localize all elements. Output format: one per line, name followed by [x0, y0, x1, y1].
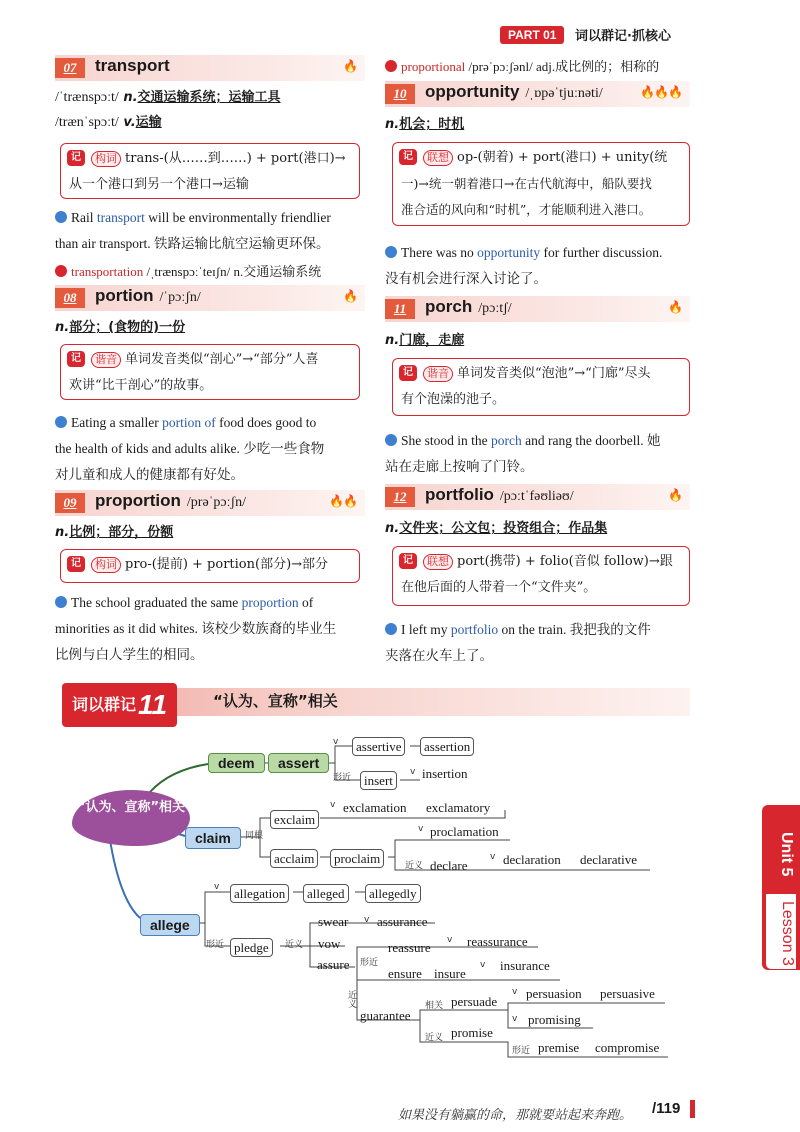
section-badge: 词以群记11 [62, 683, 177, 727]
word-header-08 [55, 285, 365, 311]
word-number: 12 [385, 487, 415, 507]
rel-label: v [410, 767, 416, 777]
example-icon [385, 246, 397, 258]
rel-label: 近义 [285, 940, 304, 950]
node-claim: claim [185, 827, 241, 849]
example: I left my portfolio on the train. 我把我的文件 夹落在火车上了。 [385, 622, 651, 663]
node-assert: assert [268, 753, 329, 773]
memory-box: 记 构词 trans-(从……到……) + port(港口)→ 从一个港口到另一个港口→运输 [60, 143, 360, 199]
node-reassure: reassure [388, 940, 431, 955]
node-exclamation: exclamation [343, 800, 407, 815]
memory-icon: 记 [399, 149, 417, 165]
page-number: /119 [652, 1100, 681, 1117]
flame-icon: 🔥🔥🔥 [640, 85, 682, 99]
node-insert: insert [360, 771, 397, 790]
node-reassurance: reassurance [467, 934, 528, 949]
mindmap-center: “认为、宣称”相关 [72, 790, 190, 846]
header-slogan: 词以群记·抓核心 [575, 29, 671, 44]
definition: n.门廊，走廊 [385, 333, 465, 348]
rel-label: 形近 [206, 940, 225, 950]
word-title: transport [95, 56, 170, 75]
memory-icon: 记 [67, 556, 85, 572]
footer-quote: 如果没有躺赢的命，那就要站起来奔跑。 [398, 1108, 633, 1123]
memory-icon: 记 [399, 365, 417, 381]
memory-icon: 记 [399, 553, 417, 569]
node-persuasion: persuasion [526, 986, 582, 1001]
flame-icon: 🔥 [343, 289, 357, 303]
example-icon [55, 211, 67, 223]
node-assertive: assertive [352, 737, 405, 756]
related-icon [385, 60, 397, 72]
rel-label: v [447, 935, 453, 945]
rel-label: 同根 [245, 831, 264, 841]
definition: n.机会；时机 [385, 117, 465, 132]
page-marker [690, 1100, 695, 1118]
node-assure: assure [317, 957, 350, 972]
flame-icon: 🔥 [668, 300, 682, 314]
related-word: transportation /ˌtrænspɔːˈteɪʃn/ n.交通运输系统 [55, 261, 321, 280]
node-insurance: insurance [500, 958, 550, 973]
node-allege: allege [140, 914, 200, 936]
word-title: portfolio /pɔːtˈfəʊliəʊ/ [425, 485, 574, 504]
node-exclamatory: exclamatory [426, 800, 491, 815]
word-title: portion /ˈpɔːʃn/ [95, 286, 201, 305]
word-header-10 [385, 81, 690, 107]
rel-label: 形近 [512, 1046, 531, 1056]
word-title: porch /pɔːtʃ/ [425, 297, 512, 316]
word-header-07 [55, 55, 365, 81]
box-tag: 联想 [423, 554, 453, 570]
flame-icon: 🔥🔥 [329, 494, 357, 508]
unit-tab [762, 805, 800, 970]
related-icon [55, 265, 67, 277]
rel-label: v [214, 882, 220, 892]
memory-icon: 记 [67, 351, 85, 367]
word-title: proportion /prəˈpɔːʃn/ [95, 491, 247, 510]
related-word: proportional /prəˈpɔːʃənl/ adj.成比例的；相称的 [385, 56, 659, 75]
part-badge: PART 01 [500, 26, 564, 44]
node-assertion: assertion [420, 737, 474, 756]
node-promising: promising [528, 1012, 581, 1027]
definition: n.部分；(食物的)一份 [55, 320, 186, 335]
box-tag: 联想 [423, 150, 453, 166]
definition-1: /ˈtrænspɔːt/ n.交通运输系统；运输工具 [55, 90, 281, 105]
node-deem: deem [208, 753, 265, 773]
example: There was no opportunity for further discussion. 没有机会进行深入讨论了。 [385, 245, 663, 286]
rel-label: 近义 [405, 861, 424, 871]
word-header-11 [385, 296, 690, 322]
word-header-12 [385, 484, 690, 510]
memory-box: 记 构词 pro-(提前) + portion(部分)→部分 [60, 549, 360, 583]
node-allegation: allegation [230, 884, 289, 903]
rel-label: v [418, 824, 424, 834]
word-number: 11 [385, 299, 415, 319]
rel-label: v [480, 960, 486, 970]
rel-label: 形近 [360, 958, 379, 968]
memory-box: 记 谐音 单词发音类似“泡池”→“门廊”尽头 有个泡澡的池子。 [392, 358, 690, 416]
word-title: opportunity /ˌɒpəˈtjuːnəti/ [425, 82, 603, 101]
rel-label: v [512, 1014, 518, 1024]
definition: n.文件夹；公文包；投资组合；作品集 [385, 521, 608, 536]
node-declarative: declarative [580, 852, 638, 867]
node-assurance-1: assurance [377, 914, 428, 929]
node-ensure: ensure [388, 966, 422, 981]
rel-label: v [512, 987, 518, 997]
rel-label: 形近 [333, 773, 352, 783]
box-tag: 谐音 [91, 352, 121, 368]
node-proclaim: proclaim [330, 849, 384, 868]
rel-label: v [490, 852, 496, 862]
rel-label: v [364, 915, 370, 925]
rel-label: 相关 [425, 1001, 444, 1011]
node-premise: premise [538, 1040, 580, 1055]
node-exclaim: exclaim [270, 810, 319, 829]
example: Rail transport will be environmentally friendlier than air transport. 铁路运输比航空运输更环保。 [55, 210, 331, 251]
example-icon [55, 416, 67, 428]
node-persuade: persuade [451, 994, 498, 1009]
definition: n.比例；部分，份额 [55, 525, 174, 540]
rel-label: v [330, 800, 336, 810]
memory-box: 记 联想 op-(朝着) + port(港口) + unity(统 一)→统一朝着港口→在古代航海中，船队要找 准合适的风向和“时机”，才能顺利进入港口。 [392, 142, 690, 226]
memory-box: 记 联想 port(携带) + folio(音似 follow)→跟 在他后面的人带着一个“文件夹”。 [392, 546, 690, 606]
rel-label: 近义 [346, 990, 356, 1008]
box-tag: 构词 [91, 557, 121, 573]
node-acclaim: acclaim [270, 849, 318, 868]
section-title: “认为、宣称”相关 [213, 692, 338, 710]
unit-label: Unit 5 [778, 831, 795, 877]
lesson-label: Lesson 3 [765, 893, 797, 970]
node-vow: vow [318, 936, 341, 951]
node-pledge: pledge [230, 938, 273, 957]
definition-2: /trænˈspɔːt/ v.运输 [55, 115, 162, 130]
memory-box: 记 谐音 单词发音类似“剖心”→“部分”人喜 欢讲“比干剖心”的故事。 [60, 344, 360, 400]
node-alleged: alleged [303, 884, 349, 903]
node-proclamation: proclamation [430, 824, 499, 839]
flame-icon: 🔥 [343, 59, 357, 73]
node-guarantee: guarantee [360, 1008, 411, 1023]
node-promise: promise [451, 1025, 493, 1040]
node-insure: insure [434, 966, 466, 981]
box-tag: 构词 [91, 151, 121, 167]
example: Eating a smaller portion of food does good to the health of kids and adults alike. 少吃一些食物 对儿童和成人的健康都有好处。 [55, 415, 325, 482]
example: The school graduated the same proportion of minorities as it did whites. 该校少数族裔的毕业生 比例与白人学生的相同。 [55, 595, 337, 662]
example-icon [55, 596, 67, 608]
node-compromise: compromise [595, 1040, 660, 1055]
word-number: 07 [55, 58, 85, 78]
box-tag: 谐音 [423, 366, 453, 382]
example-icon [385, 623, 397, 635]
node-swear: swear [318, 914, 349, 929]
example: She stood in the porch and rang the doorbell. 她 站在走廊上按响了门铃。 [385, 433, 661, 474]
node-allegedly: allegedly [365, 884, 421, 903]
word-number: 09 [55, 493, 85, 513]
rel-label: 近义 [425, 1033, 444, 1043]
word-number: 10 [385, 84, 415, 104]
rel-label: v [333, 737, 339, 747]
word-header-09 [55, 490, 365, 516]
node-persuasive: persuasive [600, 986, 655, 1001]
node-declare: declare [430, 858, 468, 873]
example-icon [385, 434, 397, 446]
memory-icon: 记 [67, 150, 85, 166]
node-insertion: insertion [422, 766, 468, 781]
flame-icon: 🔥 [668, 488, 682, 502]
word-number: 08 [55, 288, 85, 308]
node-declaration: declaration [503, 852, 561, 867]
